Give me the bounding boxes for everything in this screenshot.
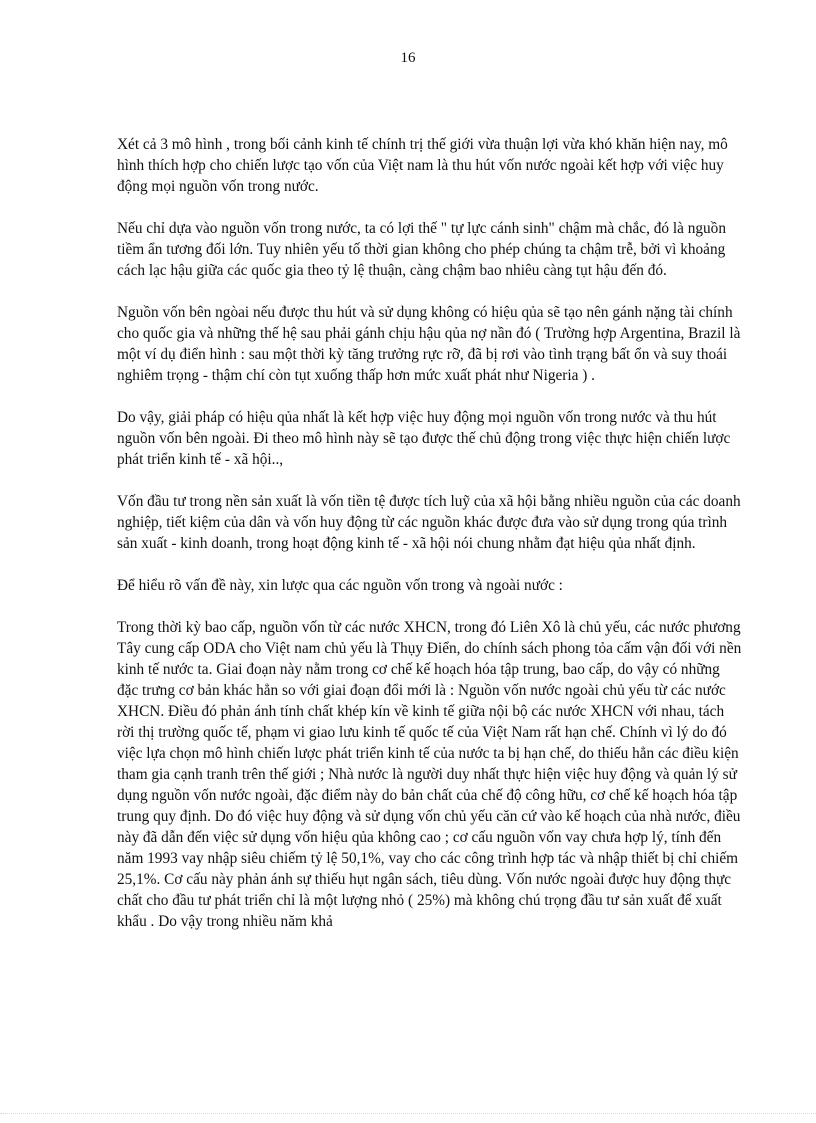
paragraph-4: Do vậy, giải pháp có hiệu qủa nhất là kết hợp việc huy động mọi nguồn vốn trong nước và thu hút nguồn vốn bên ngoài. Đi theo mô hình này sẽ tạo được thế chủ động trong việc thực hiện chiến lược phát triển kinh tế - xã hội.., — [117, 409, 731, 468]
paragraph-1: Xét cả 3 mô hình , trong bối cảnh kinh tế chính trị thế giới vừa thuận lợi vừa khó khăn hiện nay, mô hình thích hợp cho chiến lược tạo vốn của Việt nam là thu hút vốn nước ngoài kết hợp với việc huy động mọi nguồn vốn trong nước. — [117, 136, 728, 195]
page-bottom-divider — [0, 1113, 816, 1114]
body-text — [117, 134, 742, 953]
paragraph-5: Vốn đầu tư trong nền sản xuất là vốn tiền tệ được tích luỹ của xã hội bằng nhiều nguồn của các doanh nghiệp, tiết kiệm của dân và vốn huy động từ các nguồn khác được đưa vào sử dụng trong qúa trình sản xuất - kinh doanh, trong hoạt động kinh tế - xã hội nói chung nhằm đạt hiệu qủa nhất định. — [117, 493, 741, 552]
page-number: 16 — [400, 50, 416, 66]
paragraph-6: Để hiểu rõ vấn đề này, xin lược qua các nguồn vốn trong và ngoài nước : — [117, 577, 563, 594]
paragraph-2: Nếu chỉ dựa vào nguồn vốn trong nước, ta có lợi thế " tự lực cánh sinh" chậm mà chắc, đó là nguồn tiềm ẩn tương đối lớn. Tuy nhiên yếu tố thời gian không cho phép chúng ta chậm trễ, bởi vì khoảng cách lạc hậu giữa các quốc gia theo tỷ lệ thuận, càng chậm bao nhiêu càng tụt hậu đến đó. — [117, 220, 726, 279]
paragraph-3: Nguồn vốn bên ngòai nếu được thu hút và sử dụng không có hiệu qủa sẽ tạo nên gánh nặng tài chính cho quốc gia và những thế hệ sau phải gánh chịu hậu qủa nợ nần đó ( Trường hợp Argentina, Brazil là một ví dụ điển hình : sau một thời kỳ tăng trưởng rực rỡ, đã bị rơi vào tình trạng bất ổn và suy thoái nghiêm trọng - thậm chí còn tụt xuống thấp hơn mức xuất phát như Nigeria ) . — [117, 304, 741, 384]
paragraph-7: Trong thời kỳ bao cấp, nguồn vốn từ các nước XHCN, trong đó Liên Xô là chủ yếu, các nước phương Tây cung cấp ODA cho Việt nam chủ yếu là Thụy Điển, do chính sách phong tỏa cấm vận đối với nền kinh tế nước ta. Giai đoạn này nằm trong cơ chế kế hoạch hóa tập trung, bao cấp, do vậy có những đặc trưng cơ bản khác hẳn so với giai đoạn đổi mới là : Nguồn vốn nước ngoài chủ yếu từ các nước XHCN. Điều đó phản ánh tính chất khép kín về kinh tế giữa nội bộ các nước XHCN với nhau, tách rời thị trường quốc tế, phạm vi giao lưu kinh tế quốc tế của Việt Nam rất hạn chế. Chính vì lý do đó việc lựa chọn mô hình chiến lược phát triển kinh tế của nước ta bị hạn chế, do thiếu hẳn các điều kiện tham gia cạnh tranh trên thế giới ; Nhà nước là người duy nhất thực hiện việc huy động và quản lý sử dụng nguồn vốn nước ngoài, đặc điểm này do bản chất của chế độ công hữu, cơ chế kế hoạch hóa tập trung quy định. Do đó việc huy động và sử dụng vốn chủ yếu căn cứ vào kế hoạch của nhà nước, điều này đã dẫn đến việc sử dụng vốn hiệu qủa không cao ; cơ cấu nguồn vốn vay chưa hợp lý, tính đến năm 1993 vay nhập siêu chiếm tỷ lệ 50,1%, vay cho các công trình hợp tác và nhập thiết bị chỉ chiếm 25,1%. Cơ cấu này phản ánh sự thiếu hụt ngân sách, tiêu dùng. Vốn nước ngoài được huy động thực chất cho đầu tư phát triển chỉ là một lượng nhỏ ( 25%) mà không chú trọng đầu tư sản xuất để xuất khẩu . Do vậy trong nhiều năm khả — [117, 619, 742, 930]
